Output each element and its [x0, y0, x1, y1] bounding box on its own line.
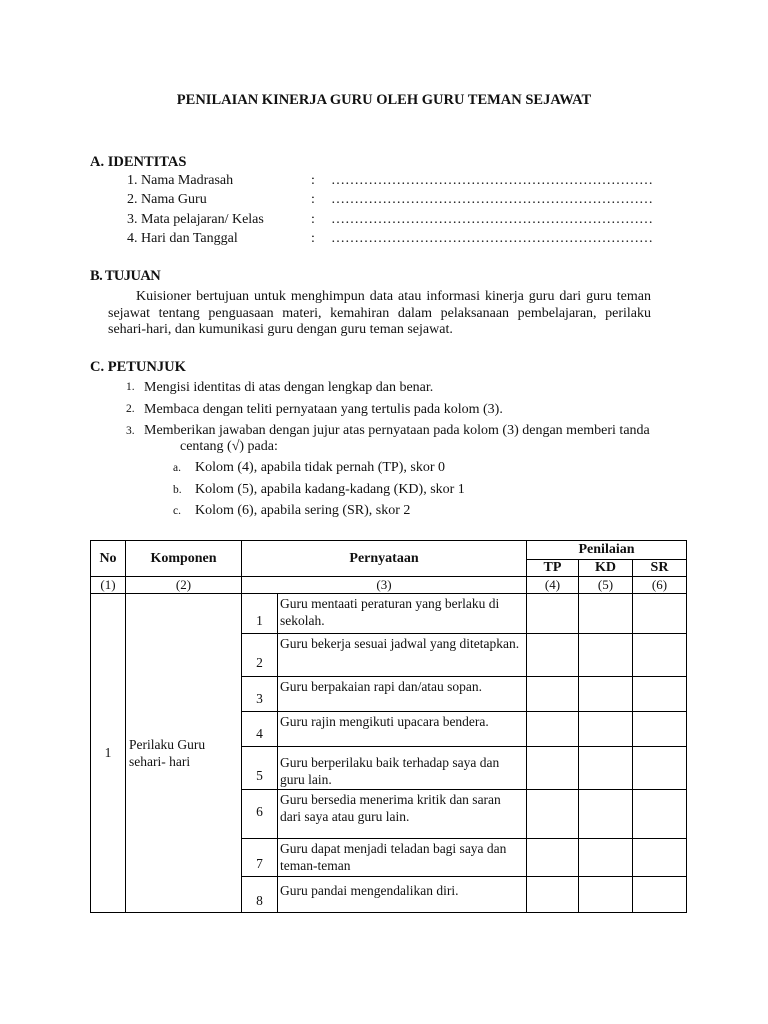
- cell-sr[interactable]: [633, 634, 687, 677]
- list-letter: a.: [173, 462, 181, 474]
- cell-tp[interactable]: [527, 634, 579, 677]
- col-number-5: (5): [579, 577, 633, 594]
- cell-tp[interactable]: [527, 747, 579, 790]
- row-number: 5: [242, 747, 278, 790]
- header-penilaian: Penilaian: [527, 541, 687, 560]
- row-number: 2: [242, 634, 278, 677]
- cell-tp[interactable]: [527, 839, 579, 877]
- row-statement: Guru bersedia menerima kritik dan saran dari saya atau guru lain.: [278, 790, 527, 839]
- col-number-3: (3): [242, 577, 527, 594]
- field-dots-nama-guru[interactable]: ……………………………………………………………: [331, 192, 653, 207]
- row-number: 3: [242, 677, 278, 712]
- list-number: 2.: [126, 403, 135, 415]
- cell-kd[interactable]: [579, 747, 633, 790]
- row-statement: Guru dapat menjadi teladan bagi saya dan teman-teman: [278, 839, 527, 877]
- col-number-2: (2): [126, 577, 242, 594]
- field-colon: :: [311, 212, 315, 227]
- petunjuk-item-3: Memberikan jawaban dengan jujur atas pernyataan pada kolom (3) dengan memberi tanda: [144, 423, 650, 438]
- cell-tp[interactable]: [527, 712, 579, 747]
- header-komponen: Komponen: [126, 541, 242, 577]
- col-number-4: (4): [527, 577, 579, 594]
- header-tp: TP: [527, 560, 579, 577]
- row-number: 6: [242, 790, 278, 839]
- cell-tp[interactable]: [527, 790, 579, 839]
- field-dots-madrasah[interactable]: ……………………………………………………………: [331, 173, 653, 188]
- row-statement: Guru rajin mengikuti upacara bendera.: [278, 712, 527, 747]
- cell-tp[interactable]: [527, 877, 579, 913]
- field-colon: :: [311, 231, 315, 246]
- header-kd: KD: [579, 560, 633, 577]
- col-number-1: (1): [91, 577, 126, 594]
- cell-sr[interactable]: [633, 877, 687, 913]
- field-dots-hari-tanggal[interactable]: ……………………………………………………………: [331, 231, 653, 246]
- row-number: 4: [242, 712, 278, 747]
- list-number: 1.: [126, 381, 135, 393]
- section-identitas-heading: A. IDENTITAS: [90, 154, 187, 170]
- section-petunjuk-heading: C. PETUNJUK: [90, 359, 186, 375]
- row-statement: Guru berpakaian rapi dan/atau sopan.: [278, 677, 527, 712]
- cell-kd[interactable]: [579, 634, 633, 677]
- header-no: No: [91, 541, 126, 577]
- field-colon: :: [311, 192, 315, 207]
- header-sr: SR: [633, 560, 687, 577]
- field-label-madrasah: 1. Nama Madrasah: [127, 173, 234, 188]
- cell-sr[interactable]: [633, 594, 687, 634]
- section-tujuan-heading: B. TUJUAN: [90, 268, 161, 284]
- row-number: 7: [242, 839, 278, 877]
- list-letter: b.: [173, 484, 182, 496]
- evaluation-table: [90, 540, 687, 913]
- tujuan-text: Kuisioner bertujuan untuk menghimpun data atau informasi kinerja guru dari guru teman sejawat tentang penguasaan materi, kemahiran dalam pelaksanaan pembelajaran, perilaku sehari-hari, dan kumunikasi guru dengan guru teman sejawat.: [108, 289, 651, 337]
- list-number: 3.: [126, 425, 135, 437]
- cell-kd[interactable]: [579, 677, 633, 712]
- table-row: [91, 594, 687, 634]
- petunjuk-item-2: Membaca dengan teliti pernyataan yang tertulis pada kolom (3).: [144, 402, 503, 417]
- row-number: 8: [242, 877, 278, 913]
- row-statement: Guru bekerja sesuai jadwal yang ditetapkan.: [278, 634, 527, 677]
- petunjuk-item-3-continuation: centang (√) pada:: [180, 439, 278, 454]
- cell-sr[interactable]: [633, 839, 687, 877]
- petunjuk-subitem-b: Kolom (5), apabila kadang-kadang (KD), skor 1: [195, 482, 465, 497]
- field-colon: :: [311, 173, 315, 188]
- cell-sr[interactable]: [633, 712, 687, 747]
- row-statement: Guru pandai mengendalikan diri.: [278, 877, 527, 913]
- group-number: 1: [91, 594, 126, 913]
- field-label-nama-guru: 2. Nama Guru: [127, 192, 207, 207]
- field-dots-mata-pelajaran[interactable]: ……………………………………………………………: [331, 212, 653, 227]
- col-number-6: (6): [633, 577, 687, 594]
- field-label-hari-tanggal: 4. Hari dan Tanggal: [127, 231, 238, 246]
- cell-kd[interactable]: [579, 839, 633, 877]
- petunjuk-item-1: Mengisi identitas di atas dengan lengkap dan benar.: [144, 380, 434, 395]
- cell-kd[interactable]: [579, 877, 633, 913]
- row-statement: Guru mentaati peraturan yang berlaku di sekolah.: [278, 594, 527, 634]
- cell-kd[interactable]: [579, 594, 633, 634]
- petunjuk-subitem-a: Kolom (4), apabila tidak pernah (TP), skor 0: [195, 460, 445, 475]
- tujuan-paragraph: [108, 289, 651, 339]
- group-komponen: Perilaku Guru sehari- hari: [126, 594, 242, 913]
- cell-sr[interactable]: [633, 790, 687, 839]
- cell-tp[interactable]: [527, 594, 579, 634]
- cell-tp[interactable]: [527, 677, 579, 712]
- petunjuk-subitem-c: Kolom (6), apabila sering (SR), skor 2: [195, 503, 411, 518]
- row-statement: Guru berperilaku baik terhadap saya dan guru lain.: [278, 747, 527, 790]
- cell-sr[interactable]: [633, 747, 687, 790]
- document-title: PENILAIAN KINERJA GURU OLEH GURU TEMAN SEJAWAT: [176, 92, 592, 108]
- cell-kd[interactable]: [579, 790, 633, 839]
- header-pernyataan: Pernyataan: [242, 541, 527, 577]
- cell-sr[interactable]: [633, 677, 687, 712]
- field-label-mata-pelajaran: 3. Mata pelajaran/ Kelas: [127, 212, 264, 227]
- cell-kd[interactable]: [579, 712, 633, 747]
- list-letter: c.: [173, 505, 181, 517]
- row-number: 1: [242, 594, 278, 634]
